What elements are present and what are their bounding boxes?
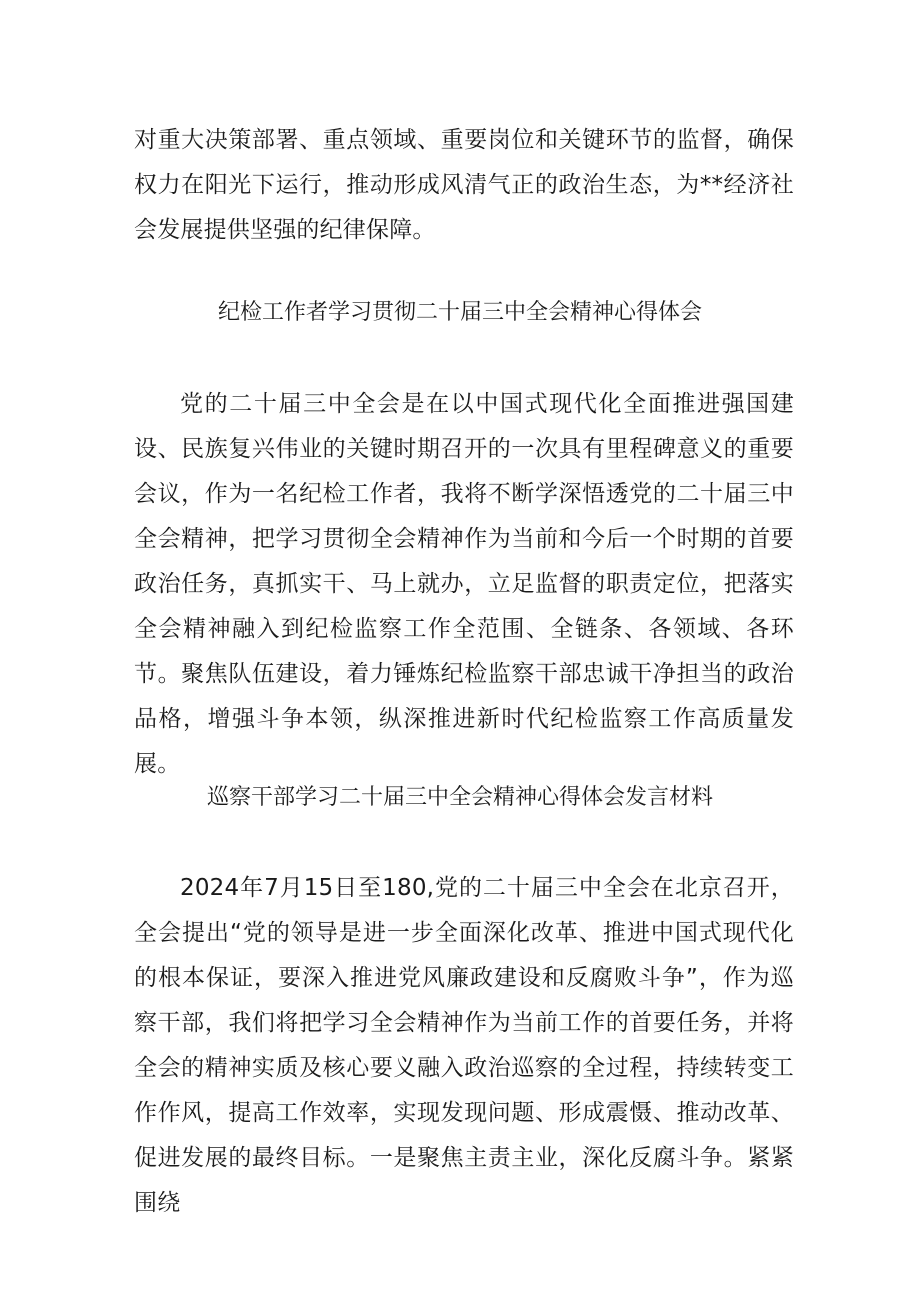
paragraph-body-2: 2024年7月15日至180,党的二十届三中全会在北京召开，全会提出“党的领导是进一步全面深化改革、推进中国式现代化的根本保证，要深入推进党风廉政建设和反腐败斗争”，作为巡察干部，我们将把学习全会精神作为当前工作的首要任务，并将全会的精神实质及核心要义融入政治巡察的全过程，持续转变工作作风，提高工作效率，实现发现问题、形成震慑、推动改革、促进发展的最终目标。一是聚焦主责主业，深化反腐斗争。紧紧围绕 [134,875,794,1216]
paragraph-body-1: 党的二十届三中全会是在以中国式现代化全面推进强国建设、民族复兴伟业的关键时期召开的一次具有里程碑意义的重要会议，作为一名纪检工作者，我将不断学深悟透党的二十届三中全会精神，把学习贯彻全会精神作为当前和今后一个时期的首要政治任务，真抓实干、马上就办，立足监督的职责定位，把落实全会精神融入到纪检监察工作全范围、全链条、各领域、各环节。聚焦队伍建设，着力锤炼纪检监察干部忠诚干净担当的政治品格，增强斗争本领，纵深推进新时代纪检监察工作高质量发展。 [134,391,794,777]
section-title-1: 纪检工作者学习贯彻二十届三中全会精神心得体会 [217,300,702,325]
paragraph-continuation: 对重大决策部署、重点领域、重要岗位和关键环节的监督，确保权力在阳光下运行，推动形成风清气正的政治生态，为**经济社会发展提供坚强的纪律保障。 [134,127,794,243]
section-title-2: 巡察干部学习二十届三中全会精神心得体会发言材料 [206,785,713,810]
